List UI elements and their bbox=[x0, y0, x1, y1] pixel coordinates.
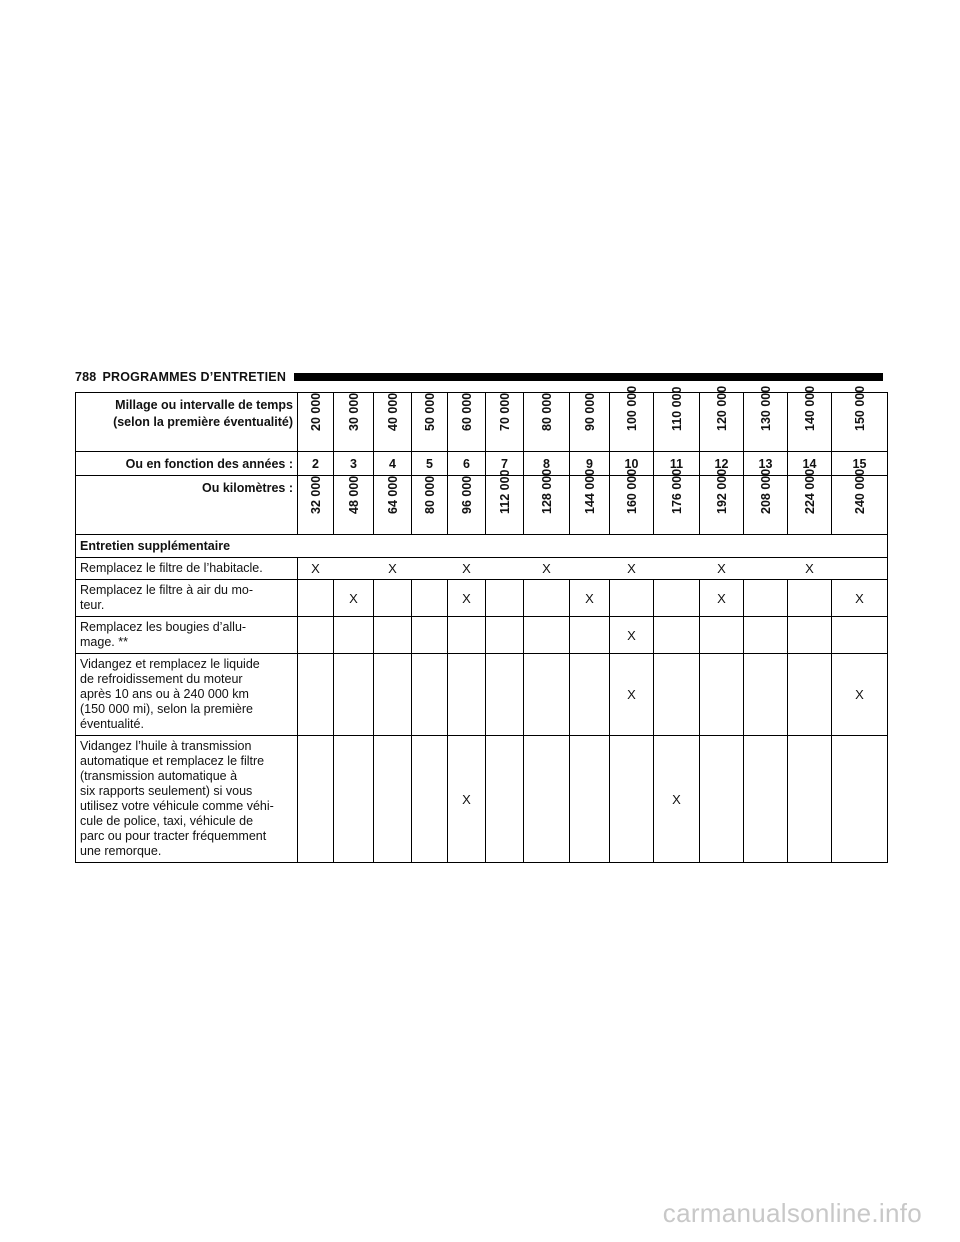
task-mark bbox=[524, 617, 570, 654]
mileage-value: 20 000 bbox=[308, 392, 323, 431]
task-mark bbox=[412, 558, 448, 580]
task-mark bbox=[610, 580, 654, 617]
years-value: 3 bbox=[334, 452, 374, 476]
mileage-cell bbox=[448, 393, 486, 452]
km-value: 192 000 bbox=[714, 468, 729, 514]
mileage-value: 70 000 bbox=[497, 392, 512, 431]
mileage-value: 30 000 bbox=[346, 392, 361, 431]
task-mark bbox=[700, 736, 744, 863]
task-mark bbox=[298, 654, 334, 736]
km-value: 224 000 bbox=[802, 468, 817, 514]
mileage-label-line2: (selon la première éventualité) bbox=[113, 415, 293, 429]
task-mark bbox=[744, 736, 788, 863]
years-value: 8 bbox=[524, 452, 570, 476]
task-row bbox=[76, 580, 888, 617]
km-cell bbox=[832, 468, 888, 535]
task-mark bbox=[654, 617, 700, 654]
km-value: 176 000 bbox=[669, 468, 684, 514]
km-cell bbox=[524, 468, 570, 535]
km-value: 208 000 bbox=[758, 468, 773, 514]
task-mark bbox=[374, 617, 412, 654]
task-mark bbox=[700, 654, 744, 736]
years-value: 11 bbox=[654, 452, 700, 476]
task-mark bbox=[654, 558, 700, 580]
years-value: 10 bbox=[610, 452, 654, 476]
task-mark bbox=[744, 580, 788, 617]
task-mark bbox=[412, 654, 448, 736]
task-mark bbox=[700, 617, 744, 654]
years-value: 13 bbox=[744, 452, 788, 476]
task-mark: X bbox=[654, 736, 700, 863]
mileage-cell bbox=[298, 393, 334, 452]
task-mark bbox=[298, 580, 334, 617]
task-mark: X bbox=[610, 558, 654, 580]
task-mark bbox=[744, 617, 788, 654]
mileage-cell bbox=[610, 385, 654, 452]
task-row bbox=[76, 654, 888, 736]
km-value: 160 000 bbox=[624, 468, 639, 514]
mileage-value: 90 000 bbox=[582, 392, 597, 431]
km-cell bbox=[486, 469, 524, 535]
km-value: 240 000 bbox=[852, 468, 867, 514]
task-mark bbox=[334, 736, 374, 863]
task-row bbox=[76, 558, 888, 580]
task-mark bbox=[412, 580, 448, 617]
task-label: Remplacez le filtre à air du mo- teur. bbox=[76, 580, 298, 617]
years-value: 5 bbox=[412, 452, 448, 476]
task-mark bbox=[374, 580, 412, 617]
page-number: 788 bbox=[75, 370, 97, 384]
km-cell bbox=[448, 476, 486, 535]
km-value: 48 000 bbox=[346, 475, 361, 514]
task-mark bbox=[298, 617, 334, 654]
task-mark bbox=[486, 654, 524, 736]
task-mark bbox=[486, 558, 524, 580]
mileage-value: 80 000 bbox=[539, 392, 554, 431]
km-cell bbox=[374, 476, 412, 535]
km-value: 112 000 bbox=[497, 469, 512, 514]
task-row bbox=[76, 736, 888, 863]
task-row bbox=[76, 617, 888, 654]
years-value: 7 bbox=[486, 452, 524, 476]
task-mark bbox=[448, 617, 486, 654]
task-mark bbox=[486, 617, 524, 654]
task-mark bbox=[832, 617, 888, 654]
task-mark: X bbox=[448, 736, 486, 863]
task-mark bbox=[832, 736, 888, 863]
km-row-label: Ou kilomètres : bbox=[76, 476, 298, 535]
mileage-value: 100 000 bbox=[624, 385, 639, 431]
task-mark bbox=[788, 617, 832, 654]
task-mark: X bbox=[700, 580, 744, 617]
km-cell bbox=[744, 468, 788, 535]
task-mark bbox=[334, 617, 374, 654]
page-header bbox=[75, 369, 883, 385]
task-mark: X bbox=[374, 558, 412, 580]
mileage-cell bbox=[412, 393, 448, 452]
task-mark bbox=[570, 617, 610, 654]
years-value: 6 bbox=[448, 452, 486, 476]
km-value: 144 000 bbox=[582, 468, 597, 514]
years-row-label: Ou en fonction des années : bbox=[76, 452, 298, 476]
task-mark bbox=[524, 736, 570, 863]
mileage-cell bbox=[524, 393, 570, 452]
task-mark bbox=[570, 654, 610, 736]
mileage-row-label bbox=[76, 393, 298, 452]
section-row bbox=[76, 535, 888, 558]
task-mark: X bbox=[832, 580, 888, 617]
watermark-text: carmanualsonline.info bbox=[662, 1198, 922, 1228]
task-mark bbox=[524, 654, 570, 736]
task-mark: X bbox=[334, 580, 374, 617]
task-mark: X bbox=[700, 558, 744, 580]
task-mark bbox=[610, 736, 654, 863]
task-mark bbox=[570, 736, 610, 863]
task-mark: X bbox=[788, 558, 832, 580]
task-mark bbox=[298, 736, 334, 863]
task-mark: X bbox=[524, 558, 570, 580]
watermark bbox=[0, 1198, 960, 1228]
task-mark bbox=[374, 654, 412, 736]
mileage-value: 110 000 bbox=[669, 386, 684, 431]
km-row bbox=[76, 476, 888, 535]
mileage-cell bbox=[788, 385, 832, 452]
years-value: 15 bbox=[832, 452, 888, 476]
task-mark bbox=[654, 654, 700, 736]
years-value: 4 bbox=[374, 452, 412, 476]
mileage-cell bbox=[744, 385, 788, 452]
task-mark: X bbox=[448, 580, 486, 617]
task-mark bbox=[412, 617, 448, 654]
task-mark: X bbox=[570, 580, 610, 617]
mileage-value: 60 000 bbox=[459, 392, 474, 431]
task-mark bbox=[334, 654, 374, 736]
km-value: 64 000 bbox=[385, 475, 400, 514]
km-cell bbox=[570, 468, 610, 535]
km-cell bbox=[334, 476, 374, 535]
mileage-cell bbox=[486, 393, 524, 452]
km-cell bbox=[654, 468, 700, 535]
mileage-cell bbox=[832, 385, 888, 452]
km-cell bbox=[788, 468, 832, 535]
km-cell bbox=[700, 468, 744, 535]
km-value: 80 000 bbox=[422, 475, 437, 514]
km-cell bbox=[412, 476, 448, 535]
task-mark: X bbox=[448, 558, 486, 580]
km-cell bbox=[610, 468, 654, 535]
task-mark bbox=[744, 558, 788, 580]
task-mark bbox=[334, 558, 374, 580]
years-value: 12 bbox=[700, 452, 744, 476]
task-label: Remplacez le filtre de l’habitacle. bbox=[76, 558, 298, 580]
mileage-cell bbox=[700, 385, 744, 452]
km-value: 96 000 bbox=[459, 475, 474, 514]
km-value: 128 000 bbox=[539, 468, 554, 514]
mileage-value: 40 000 bbox=[385, 392, 400, 431]
mileage-cell bbox=[570, 393, 610, 452]
task-mark bbox=[654, 580, 700, 617]
section-title: Entretien supplémentaire bbox=[76, 535, 888, 558]
task-mark bbox=[412, 736, 448, 863]
mileage-value: 50 000 bbox=[422, 392, 437, 431]
years-value: 9 bbox=[570, 452, 610, 476]
mileage-row bbox=[76, 393, 888, 452]
task-mark bbox=[524, 580, 570, 617]
years-value: 14 bbox=[788, 452, 832, 476]
task-mark bbox=[486, 736, 524, 863]
task-label: Vidangez et remplacez le liquide de refroidissement du moteur après 10 ans ou à 240 000 km (150 000 mi), selon la première éventualité. bbox=[76, 654, 298, 736]
mileage-cell bbox=[334, 393, 374, 452]
task-mark bbox=[486, 580, 524, 617]
mileage-value: 140 000 bbox=[802, 385, 817, 431]
task-mark: X bbox=[832, 654, 888, 736]
task-mark: X bbox=[298, 558, 334, 580]
km-value: 32 000 bbox=[308, 475, 323, 514]
km-cell bbox=[298, 476, 334, 535]
task-mark: X bbox=[610, 617, 654, 654]
task-mark: X bbox=[610, 654, 654, 736]
years-value: 2 bbox=[298, 452, 334, 476]
task-mark bbox=[570, 558, 610, 580]
task-label: Vidangez l’huile à transmission automatique et remplacez le filtre (transmission automatique à six rapports seulement) si vous utilisez votre véhicule comme véhi- cule de police, taxi, véhicule de parc ou pour tracter fréquemment une remorque. bbox=[76, 736, 298, 863]
page-title: PROGRAMMES D’ENTRETIEN bbox=[102, 370, 287, 384]
task-mark bbox=[788, 580, 832, 617]
mileage-label-line1: Millage ou intervalle de temps bbox=[115, 398, 293, 412]
task-label: Remplacez les bougies d’allu- mage. ** bbox=[76, 617, 298, 654]
mileage-cell bbox=[374, 393, 412, 452]
task-mark bbox=[788, 654, 832, 736]
mileage-value: 130 000 bbox=[758, 385, 773, 431]
maintenance-schedule-table bbox=[75, 385, 888, 863]
task-mark bbox=[374, 736, 412, 863]
task-mark bbox=[744, 654, 788, 736]
task-mark bbox=[832, 558, 888, 580]
task-mark bbox=[788, 736, 832, 863]
mileage-value: 150 000 bbox=[852, 385, 867, 431]
task-mark bbox=[448, 654, 486, 736]
mileage-cell bbox=[654, 386, 700, 452]
mileage-value: 120 000 bbox=[714, 385, 729, 431]
